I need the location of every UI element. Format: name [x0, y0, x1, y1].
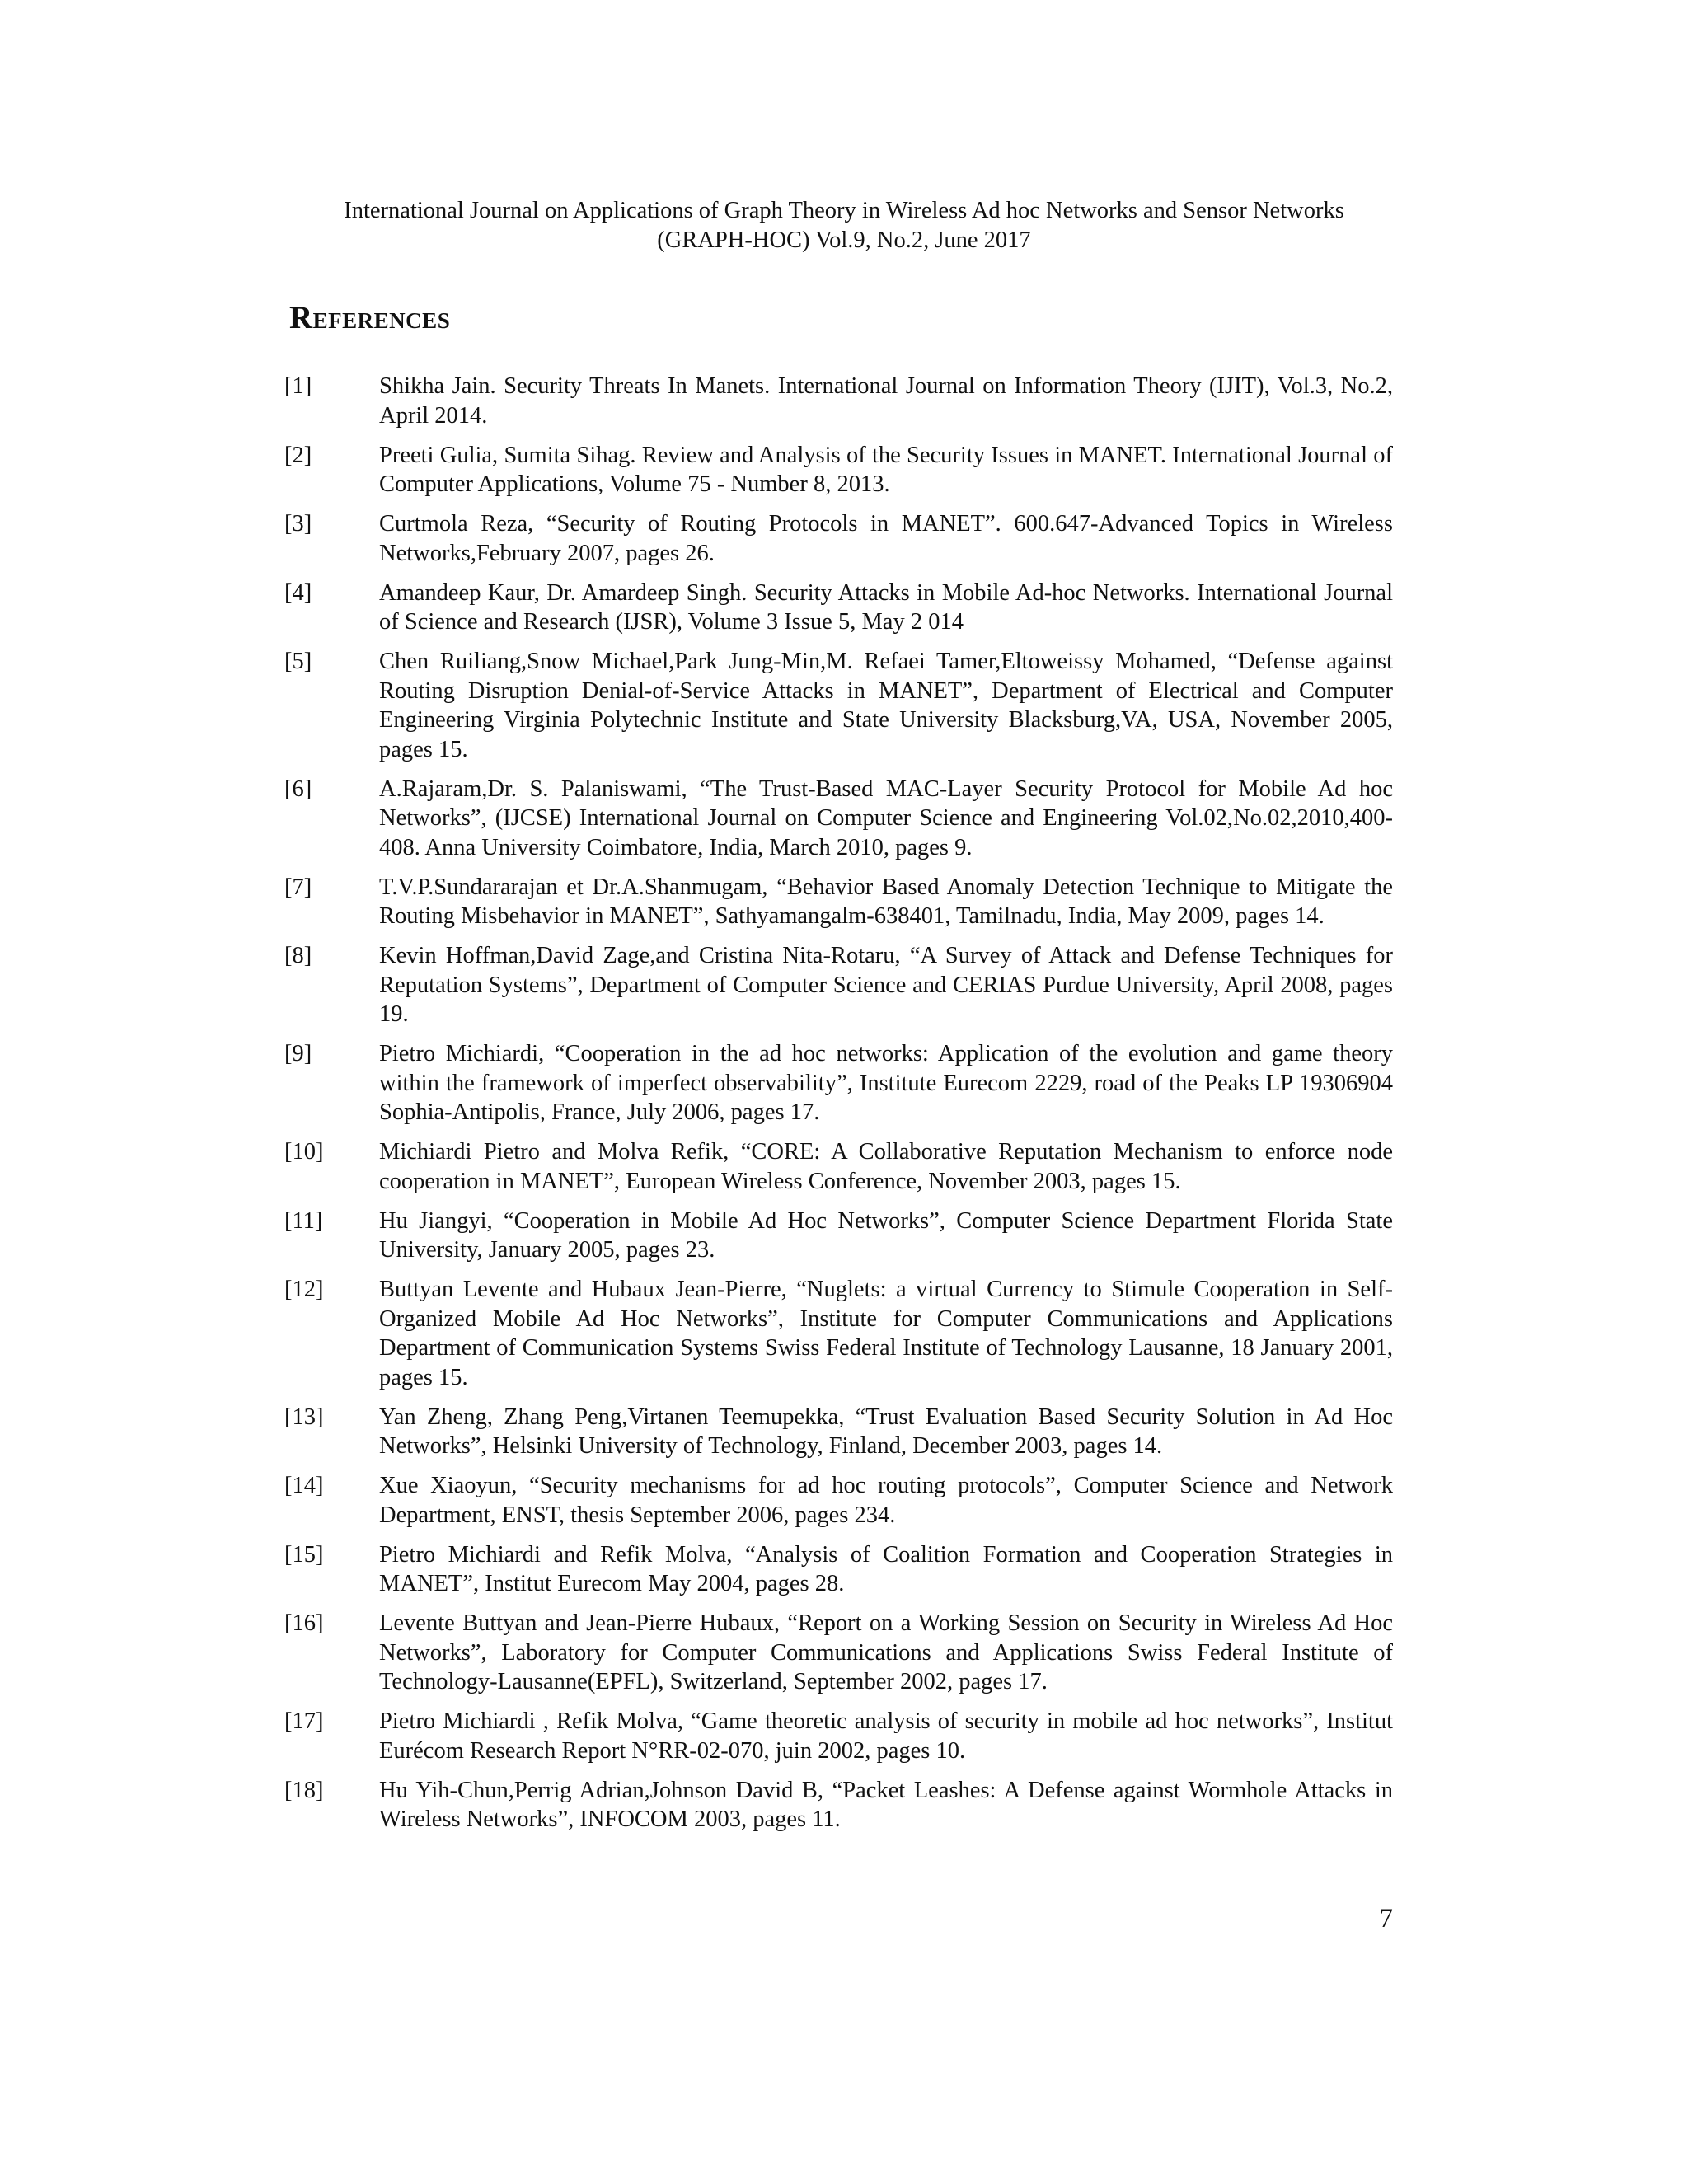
reference-number: [13] — [284, 1404, 324, 1430]
reference-item — [284, 372, 1393, 430]
reference-text: Buttyan Levente and Hubaux Jean-Pierre, “Nuglets: a virtual Currency to Stimule Cooperation in Self-Organized Mobile Ad Hoc Networks”, Institute for Computer Communications and Applications Department of Communication Systems Swiss Federal Institute of Technology Lausanne, 18 January 2001, pages 15. — [379, 1277, 1393, 1390]
page-number: 7 — [1379, 1904, 1393, 1933]
reference-number: [10] — [284, 1139, 324, 1165]
reference-text: Kevin Hoffman,David Zage,and Cristina Nita-Rotaru, “A Survey of Attack and Defense Techniques for Reputation Systems”, Department of Computer Science and CERIAS Purdue University, April 2008, pages 19. — [379, 943, 1393, 1027]
reference-text: Pietro Michiardi, “Cooperation in the ad hoc networks: Application of the evolution and game theory within the framework of imperfect observability”, Institute Eurecom 2229, road of the Peaks LP 19306904 Sophia-Antipolis, France, July 2006, pages 17. — [379, 1041, 1393, 1125]
reference-text: Yan Zheng, Zhang Peng,Virtanen Teemupekka, “Trust Evaluation Based Security Solution in Ad Hoc Networks”, Helsinki University of Technology, Finland, December 2003, pages 14. — [379, 1404, 1393, 1459]
reference-number: [4] — [284, 579, 312, 606]
reference-text: Amandeep Kaur, Dr. Amardeep Singh. Security Attacks in Mobile Ad-hoc Networks. International Journal of Science and Research (IJSR), Volume 3 Issue 5, May 2 014 — [379, 579, 1393, 635]
reference-number: [7] — [284, 874, 312, 900]
section-title-references: References — [289, 300, 451, 335]
running-header-line-2: (GRAPH-HOC) Vol.9, No.2, June 2017 — [657, 227, 1031, 253]
reference-text: Pietro Michiardi and Refik Molva, “Analysis of Coalition Formation and Cooperation Strategies in MANET”, Institut Eurecom May 2004, pages 28. — [379, 1541, 1393, 1596]
reference-item — [284, 941, 1393, 1029]
reference-item — [284, 1707, 1393, 1765]
reference-number: [14] — [284, 1473, 324, 1498]
reference-number: [8] — [284, 943, 312, 968]
reference-text: Michiardi Pietro and Molva Refik, “CORE: A Collaborative Reputation Mechanism to enforce node cooperation in MANET”, European Wireless Conference, November 2003, pages 15. — [379, 1139, 1393, 1194]
reference-item — [284, 579, 1393, 637]
reference-text: Shikha Jain. Security Threats In Manets. International Journal on Information Theory (IJIT), Vol.3, No.2, April 2014. — [379, 373, 1393, 429]
reference-item — [284, 1609, 1393, 1697]
reference-item — [284, 873, 1393, 931]
reference-number: [15] — [284, 1541, 324, 1568]
reference-text: Curtmola Reza, “Security of Routing Protocols in MANET”. 600.647-Advanced Topics in Wireless Networks,February 2007, pages 26. — [379, 511, 1393, 566]
reference-number: [3] — [284, 511, 312, 537]
reference-number: [6] — [284, 776, 312, 802]
reference-item — [284, 1137, 1393, 1196]
reference-text: Preeti Gulia, Sumita Sihag. Review and Analysis of the Security Issues in MANET. International Journal of Computer Applications, Volume 75 - Number 8, 2013. — [379, 442, 1393, 497]
reference-number: [12] — [284, 1277, 324, 1302]
reference-text: Chen Ruiliang,Snow Michael,Park Jung-Min,M. Refaei Tamer,Eltoweissy Mohamed, “Defense against Routing Disruption Denial-of-Service Attacks in MANET”, Department of Electrical and Computer Engineering Virginia Polytechnic Institute and State University Blacksburg,VA, USA, November 2005, pages 15. — [379, 649, 1393, 762]
reference-item — [284, 1039, 1393, 1127]
reference-number: [9] — [284, 1041, 312, 1066]
reference-number: [18] — [284, 1777, 324, 1803]
reference-item — [284, 1540, 1393, 1599]
reference-text: Hu Jiangyi, “Cooperation in Mobile Ad Hoc Networks”, Computer Science Department Florida State University, January 2005, pages 23. — [379, 1207, 1393, 1263]
reference-number: [17] — [284, 1708, 324, 1734]
reference-text: Pietro Michiardi , Refik Molva, “Game theoretic analysis of security in mobile ad hoc networks”, Institut Eurécom Research Report N°RR-02-070, juin 2002, pages 10. — [379, 1708, 1393, 1764]
reference-text: Levente Buttyan and Jean-Pierre Hubaux, “Report on a Working Session on Security in Wireless Ad Hoc Networks”, Laboratory for Computer Communications and Applications Swiss Federal Institute of Technology-Lausanne(EPFL), Switzerland, September 2002, pages 17. — [379, 1610, 1393, 1694]
reference-number: [1] — [284, 373, 312, 399]
reference-item — [284, 647, 1393, 764]
reference-item — [284, 1471, 1393, 1530]
reference-number: [11] — [284, 1207, 323, 1234]
reference-text: Xue Xiaoyun, “Security mechanisms for ad hoc routing protocols”, Computer Science and Network Department, ENST, thesis September 2006, pages 234. — [379, 1473, 1393, 1528]
reference-item — [284, 775, 1393, 863]
reference-number: [2] — [284, 442, 312, 468]
running-header-line-1: International Journal on Applications of Graph Theory in Wireless Ad hoc Networks and Sensor Networks — [344, 198, 1344, 223]
reference-item — [284, 1275, 1393, 1392]
reference-item — [284, 441, 1393, 499]
running-header — [247, 196, 1441, 255]
reference-item — [284, 509, 1393, 568]
reference-number: [16] — [284, 1610, 324, 1636]
reference-text: T.V.P.Sundararajan et Dr.A.Shanmugam, “Behavior Based Anomaly Detection Technique to Mitigate the Routing Misbehavior in MANET”, Sathyamangalm-638401, Tamilnadu, India, May 2009, pages 14. — [379, 874, 1393, 929]
reference-item — [284, 1776, 1393, 1835]
reference-text: A.Rajaram,Dr. S. Palaniswami, “The Trust-Based MAC-Layer Security Protocol for Mobile Ad hoc Networks”, (IJCSE) International Journal on Computer Science and Engineering Vol.02,No.02,2010,400-408. Anna University Coimbatore, India, March 2010, pages 9. — [379, 776, 1393, 860]
reference-item — [284, 1207, 1393, 1265]
reference-text: Hu Yih-Chun,Perrig Adrian,Johnson David B, “Packet Leashes: A Defense against Wormhole Attacks in Wireless Networks”, INFOCOM 2003, pages 11. — [379, 1777, 1393, 1832]
reference-number: [5] — [284, 649, 312, 674]
reference-list — [284, 372, 1393, 1844]
reference-item — [284, 1403, 1393, 1461]
